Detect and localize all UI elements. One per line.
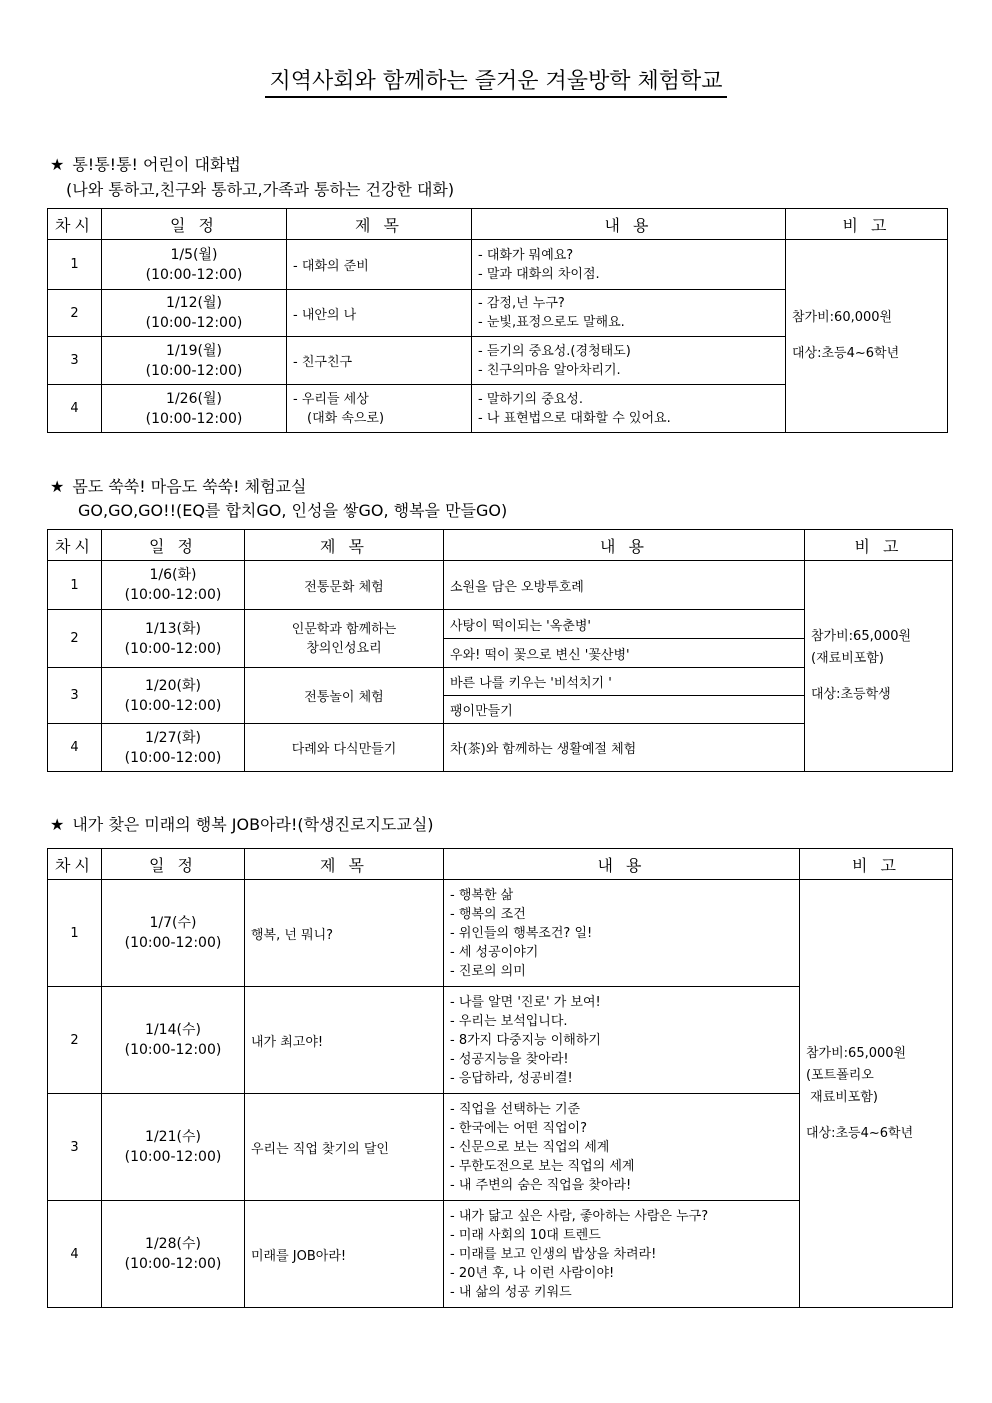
header-content: 내 용 [444,530,805,561]
session-number: 3 [48,337,102,385]
session-number: 2 [48,610,102,668]
content-cell: 우와! 떡이 꽃으로 변신 '꽃산병' [444,639,805,668]
table-row [48,561,953,610]
star-icon: ★ [50,815,65,834]
session-number: 1 [48,240,102,290]
table-header-row [48,209,948,240]
subject-cell: - 대화의 준비 [287,240,472,290]
remark-cell: 참가비:65,000원 (재료비포함) 대상:초등학생 [805,561,953,772]
header-session: 차시 [48,209,102,240]
subject-cell: 인문학과 함께하는 창의인성요리 [245,610,444,668]
remark-cell: 참가비:60,000원 대상:초등4~6학년 [786,240,948,433]
section2-table [47,529,953,772]
section1-heading: ★ 통!통!통! 어린이 대화법 [50,155,241,174]
section1-subheading: (나와 통하고,친구와 통하고,가족과 통하는 건강한 대화) [66,180,455,199]
content-cell: 사탕이 떡이되는 '옥춘병' [444,610,805,639]
subject-cell: 다례와 다식만들기 [245,724,444,772]
subject-cell: - 우리들 세상 (대화 속으로) [287,385,472,433]
table-header-row [48,530,953,561]
section2-heading: ★ 몸도 쑥쑥! 마음도 쑥쑥! 체험교실 [50,477,307,496]
content-cell: - 내가 닮고 싶은 사람, 좋아하는 사람은 누구? - 미래 사회의 10대 트렌드 - 미래를 보고 인생의 밥상을 차려라! - 20년 후, 나 이런 사람이야! - 내 삶의 성공 키워드 [444,1201,800,1308]
content-cell: 소원을 담은 오방투호례 [444,561,805,610]
schedule-cell: 1/20(화) (10:00-12:00) [102,668,245,724]
content-cell: - 듣기의 중요성.(경청태도) - 친구의마음 알아차리기. [472,337,786,385]
subject-cell: 행복, 넌 뭐니? [245,880,444,987]
session-number: 3 [48,668,102,724]
content-cell: 차(茶)와 함께하는 생활예절 체험 [444,724,805,772]
session-number: 1 [48,561,102,610]
star-icon: ★ [50,477,65,496]
content-cell: - 나를 알면 '진로' 가 보여! - 우리는 보석입니다. - 8가지 다중지능 이해하기 - 성공지능을 찾아라! - 응답하라, 성공비결! [444,987,800,1094]
content-cell: - 말하기의 중요성. - 나 표현법으로 대화할 수 있어요. [472,385,786,433]
subject-cell: 우리는 직업 찾기의 달인 [245,1094,444,1201]
table-row [48,880,953,987]
table-row [48,240,948,290]
schedule-cell: 1/19(월) (10:00-12:00) [102,337,287,385]
header-subject: 제 목 [287,209,472,240]
schedule-cell: 1/12(월) (10:00-12:00) [102,290,287,337]
subject-cell: - 친구친구 [287,337,472,385]
schedule-cell: 1/5(월) (10:00-12:00) [102,240,287,290]
header-remark: 비 고 [786,209,948,240]
header-subject: 제 목 [245,849,444,880]
section2-subheading: GO,GO,GO!!(EQ를 합치GO, 인성을 쌓GO, 행복을 만들GO) [78,501,508,520]
header-schedule: 일 정 [102,849,245,880]
session-number: 4 [48,385,102,433]
header-content: 내 용 [472,209,786,240]
table-header-row [48,849,953,880]
session-number: 4 [48,724,102,772]
content-cell: 팽이만들기 [444,696,805,724]
subject-cell: - 내안의 나 [287,290,472,337]
header-subject: 제 목 [245,530,444,561]
schedule-cell: 1/21(수) (10:00-12:00) [102,1094,245,1201]
content-cell: - 행복한 삶 - 행복의 조건 - 위인들의 행복조건? 일! - 세 성공이야기 - 진로의 의미 [444,880,800,987]
schedule-cell: 1/7(수) (10:00-12:00) [102,880,245,987]
star-icon: ★ [50,155,65,174]
subject-cell: 전통문화 체험 [245,561,444,610]
content-cell: 바른 나를 키우는 '비석치기 ' [444,668,805,696]
content-cell: - 감정,넌 누구? - 눈빛,표정으로도 말해요. [472,290,786,337]
subject-cell: 전통놀이 체험 [245,668,444,724]
section1-table [47,208,948,433]
session-number: 2 [48,987,102,1094]
page-title: 지역사회와 함께하는 즐거운 겨울방학 체험학교 [0,64,992,95]
content-cell: - 직업을 선택하는 기준 - 한국에는 어떤 직업이? - 신문으로 보는 직업의 세계 - 무한도전으로 보는 직업의 세계 - 내 주변의 숨은 직업을 찾아라! [444,1094,800,1201]
header-remark: 비 고 [800,849,953,880]
session-number: 1 [48,880,102,987]
session-number: 3 [48,1094,102,1201]
schedule-cell: 1/6(화) (10:00-12:00) [102,561,245,610]
schedule-cell: 1/26(월) (10:00-12:00) [102,385,287,433]
header-content: 내 용 [444,849,800,880]
subject-cell: 내가 최고야! [245,987,444,1094]
schedule-cell: 1/14(수) (10:00-12:00) [102,987,245,1094]
header-session: 차시 [48,849,102,880]
content-cell: - 대화가 뭐예요? - 말과 대화의 차이점. [472,240,786,290]
header-schedule: 일 정 [102,530,245,561]
schedule-cell: 1/28(수) (10:00-12:00) [102,1201,245,1308]
session-number: 2 [48,290,102,337]
section3-table [47,848,953,1308]
header-schedule: 일 정 [102,209,287,240]
schedule-cell: 1/13(화) (10:00-12:00) [102,610,245,668]
schedule-cell: 1/27(화) (10:00-12:00) [102,724,245,772]
subject-cell: 미래를 JOB아라! [245,1201,444,1308]
header-remark: 비 고 [805,530,953,561]
remark-cell: 참가비:65,000원 (포트폴리오 재료비포함) 대상:초등4~6학년 [800,880,953,1308]
section3-heading: ★ 내가 찾은 미래의 행복 JOB아라!(학생진로지도교실) [50,815,434,834]
session-number: 4 [48,1201,102,1308]
header-session: 차시 [48,530,102,561]
